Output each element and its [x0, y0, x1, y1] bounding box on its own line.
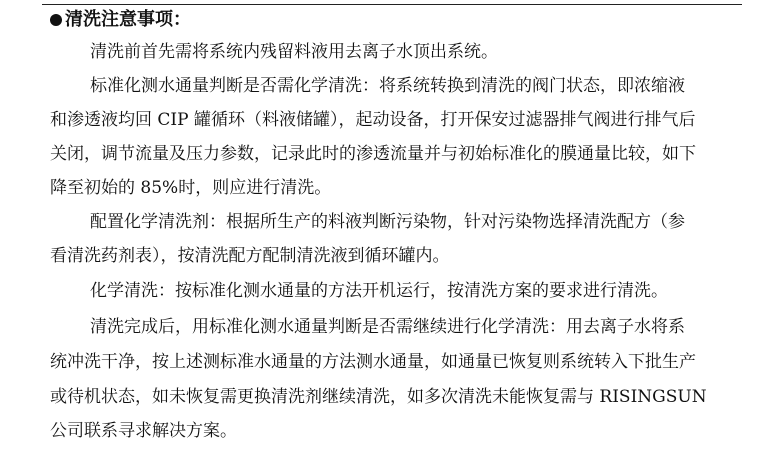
paragraph-line: 统冲洗干净，按上述测标准水通量的方法测水通量，如通量已恢复则系统转入下批生产 [50, 352, 696, 372]
section-heading-text: 清洗注意事项： [65, 9, 191, 30]
paragraph-line: 降至初始的 85%时，则应进行清洗。 [50, 178, 332, 198]
section-heading [50, 8, 191, 32]
paragraph-line: 化学清洗：按标准化测水通量的方法开机运行，按清洗方案的要求进行清洗。 [90, 281, 668, 301]
paragraph-line: 标准化测水通量判断是否需化学清洗：将系统转换到清洗的阀门状态，即浓缩液 [90, 76, 685, 96]
paragraph-line: 或待机状态，如未恢复需更换清洗剂继续清洗，如多次清洗未能恢复需与 RISINGSUN [50, 387, 707, 407]
paragraph-line: 清洗前首先需将系统内残留料液用去离子水顶出系统。 [90, 42, 498, 62]
paragraph-line: 清洗完成后，用标准化测水通量判断是否需继续进行化学清洗：用去离子水将系 [90, 317, 685, 337]
top-rule [42, 4, 742, 5]
paragraph-line: 看清洗药剂表），按清洗配方配制清洗液到循环罐内。 [50, 246, 450, 266]
paragraph-line: 关闭，调节流量及压力参数，记录此时的渗透流量并与初始标准化的膜通量比较，如下 [50, 144, 696, 164]
paragraph-line: 和渗透液均回 CIP 罐循环（料液储罐），起动设备，打开保安过滤器排气阀进行排气后 [50, 110, 696, 130]
paragraph-line: 配置化学清洗剂：根据所生产的料液判断污染物，针对污染物选择清洗配方（参 [90, 212, 685, 232]
bullet-icon [50, 14, 62, 26]
paragraph-line: 公司联系寻求解决方案。 [50, 421, 237, 441]
